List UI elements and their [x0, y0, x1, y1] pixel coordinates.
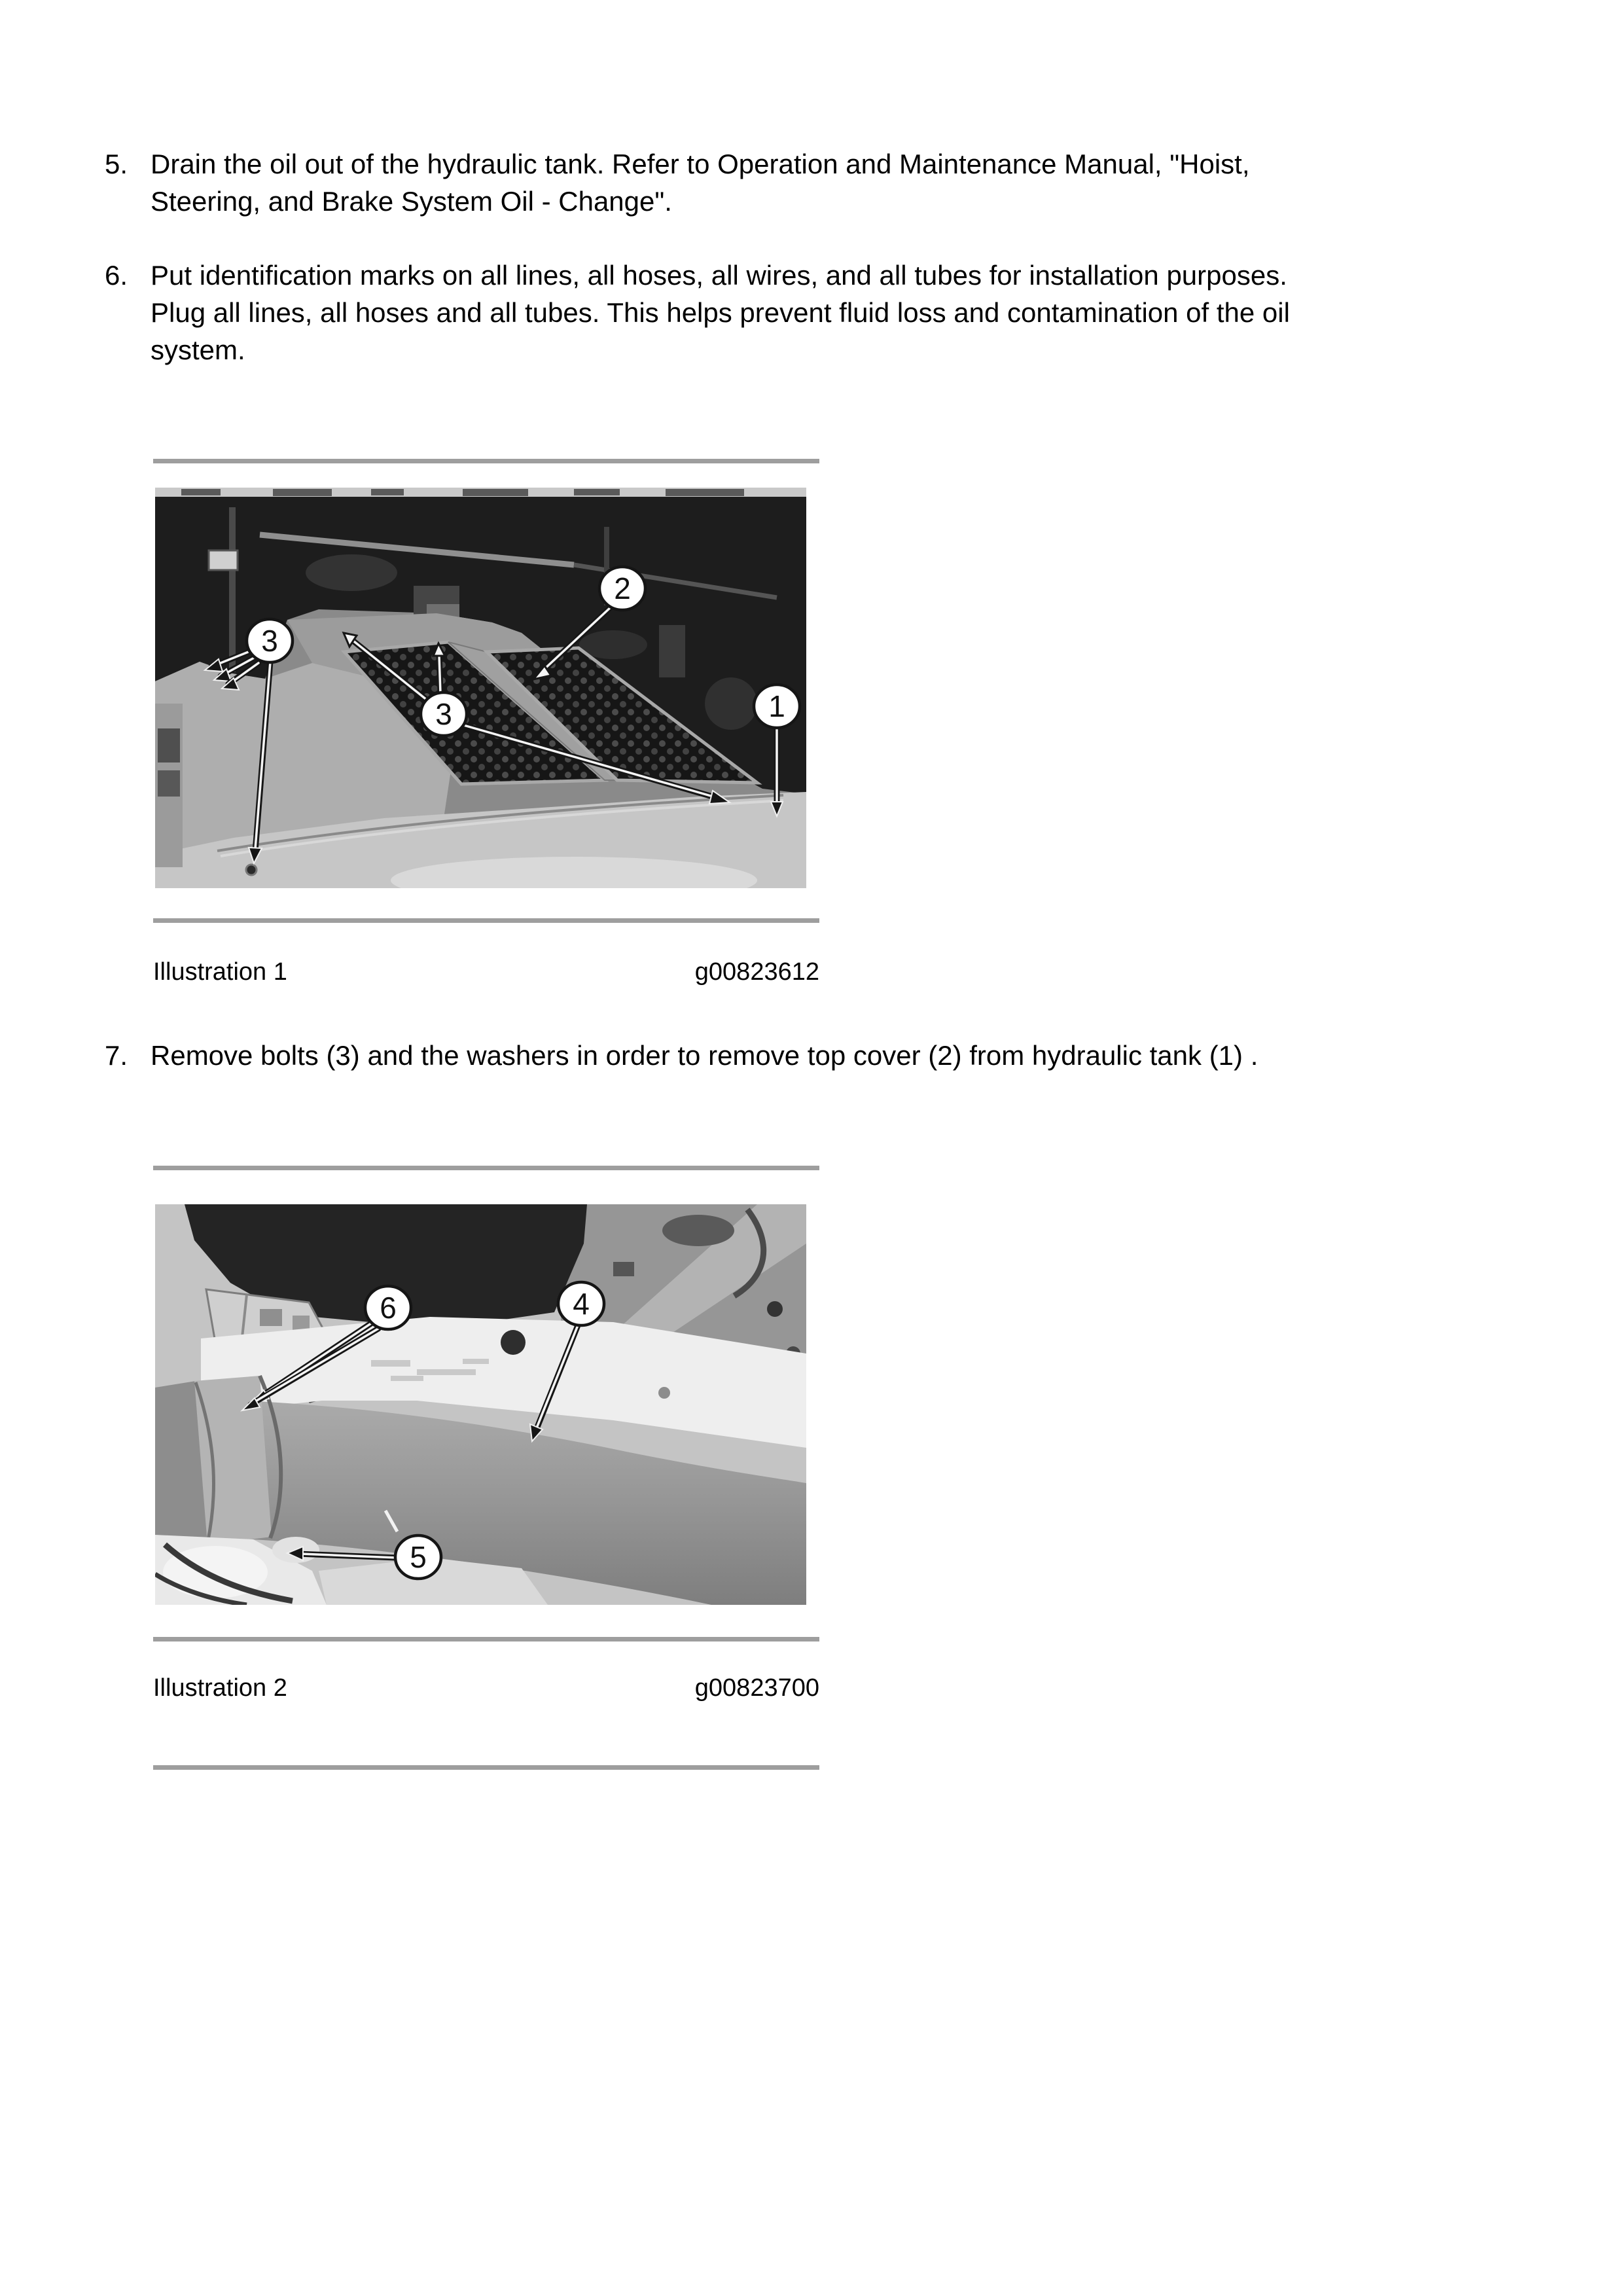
illustration-1-caption — [153, 957, 819, 987]
divider-rule — [153, 1637, 819, 1641]
step-text — [151, 257, 1290, 368]
illustration-1-photo — [155, 488, 806, 888]
step-text-line: Put identification marks on all lines, all hoses, all wires, and all tubes for installation purposes. — [151, 260, 1287, 291]
step-number: 5. — [105, 149, 128, 179]
divider-rule — [153, 918, 819, 923]
callout-number: 3 — [435, 697, 452, 731]
step-text — [151, 145, 1250, 220]
step-text-line: system. — [151, 334, 245, 365]
step-number: 7. — [105, 1040, 128, 1071]
step-text-line: Plug all lines, all hoses and all tubes. This helps prevent fluid loss and contamination of the oil — [151, 297, 1290, 328]
divider-rule — [153, 1765, 819, 1770]
illustration-label: Illustration 2 — [153, 1674, 287, 1702]
bolt — [246, 865, 257, 875]
step-item-5 — [105, 145, 1250, 220]
step-item-6 — [105, 257, 1290, 368]
frame-hole — [501, 1330, 526, 1355]
callout-number: 6 — [380, 1291, 397, 1325]
illustration-code: g00823700 — [694, 1674, 819, 1702]
illustration-label: Illustration 1 — [153, 958, 287, 986]
callout-number: 5 — [410, 1540, 427, 1574]
step-item-7 — [105, 1037, 1258, 1074]
divider-rule — [153, 459, 819, 463]
step-text-line: Remove bolts (3) and the washers in order to remove top cover (2) from hydraulic tank (1) . — [151, 1040, 1258, 1071]
step-number: 6. — [105, 260, 128, 291]
callout-number: 3 — [261, 624, 278, 658]
step-text-line: Drain the oil out of the hydraulic tank. Refer to Operation and Maintenance Manual, "Hoist, — [151, 149, 1250, 179]
illustration-code: g00823612 — [694, 958, 819, 986]
divider-rule — [153, 1166, 819, 1170]
callout-number: 2 — [614, 571, 631, 605]
callout-number: 4 — [573, 1287, 590, 1321]
step-text-line: Steering, and Brake System Oil - Change". — [151, 186, 672, 217]
illustration-2-caption — [153, 1673, 819, 1703]
callout-number: 1 — [768, 689, 785, 723]
illustration-2-photo — [155, 1204, 806, 1605]
step-text — [151, 1037, 1258, 1074]
illustration-1-svg — [155, 488, 806, 888]
left-machine-blocks — [155, 704, 183, 867]
illustration-2-svg — [155, 1204, 806, 1605]
